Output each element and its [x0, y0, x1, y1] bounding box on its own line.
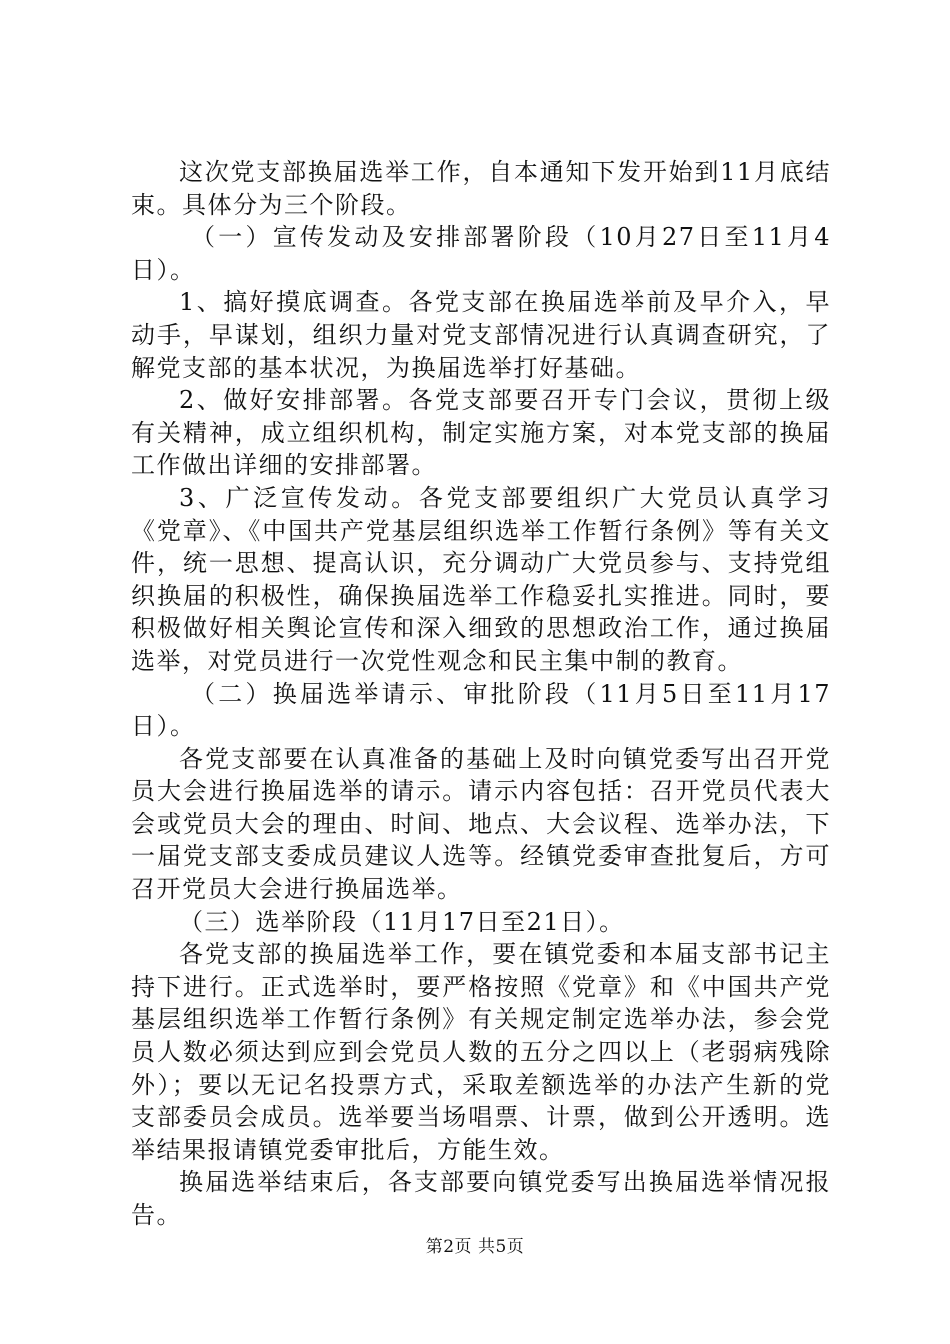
stage-two-heading: （二）换届选举请示、审批阶段（11月5日至11月17日）。 [131, 679, 831, 741]
intro-paragraph: 这次党支部换届选举工作，自本通知下发开始到11月底结束。具体分为三个阶段。 [131, 158, 831, 219]
stage-one-item-2: 2、做好安排部署。各党支部要召开专门会议，贯彻上级有关精神，成立组织机构，制定实施方案，对本党支部的换届工作做出详细的安排部署。 [131, 386, 831, 480]
stage-one-item-3: 3、广泛宣传发动。各党支部要组织广大党员认真学习《党章》、《中国共产党基层组织选举工作暂行条例》等有关文件，统一思想、提高认识，充分调动广大党员参与、支持党组织换届的积极性，确保换届选举工作稳妥扎实推进。同时，要积极做好相关舆论宣传和深入细致的思想政治工作，通过换届选举，对党员进行一次党性观念和民主集中制的教育。 [131, 483, 831, 675]
stage-three-body: 各党支部的换届选举工作，要在镇党委和本届支部书记主持下进行。正式选举时，要严格按照《党章》和《中国共产党基层组织选举工作暂行条例》有关规定制定选举办法，参会党员人数必须达到应到会党员人数的五分之四以上（老弱病残除外）；要以无记名投票方式，采取差额选举的办法产生新的党支部委员会成员。选举要当场唱票、计票，做到公开透明。选举结果报请镇党委审批后，方能生效。 [131, 940, 831, 1164]
stage-three-heading: （三）选举阶段（11月17日至21日）。 [179, 907, 625, 936]
stage-two-body: 各党支部要在认真准备的基础上及时向镇党委写出召开党员大会进行换届选举的请示。请示内容包括：召开党员代表大会或党员大会的理由、时间、地点、大会议程、选举办法，下一届党支部支委成员建议人选等。经镇党委审查批复后，方可召开党员大会进行换届选举。 [131, 744, 831, 904]
stage-one-item-1: 1、搞好摸底调查。各党支部在换届选举前及早介入，早动手，早谋划，组织力量对党支部情况进行认真调查研究，了解党支部的基本状况，为换届选举打好基础。 [131, 288, 831, 382]
closing-paragraph: 换届选举结束后，各支部要向镇党委写出换届选举情况报告。 [131, 1168, 831, 1229]
stage-one-heading: （一）宣传发动及安排部署阶段（10月27日至11月4日）。 [131, 223, 831, 284]
document-body [131, 156, 831, 1232]
page-number-footer: 第2页 共5页 [425, 1237, 525, 1257]
